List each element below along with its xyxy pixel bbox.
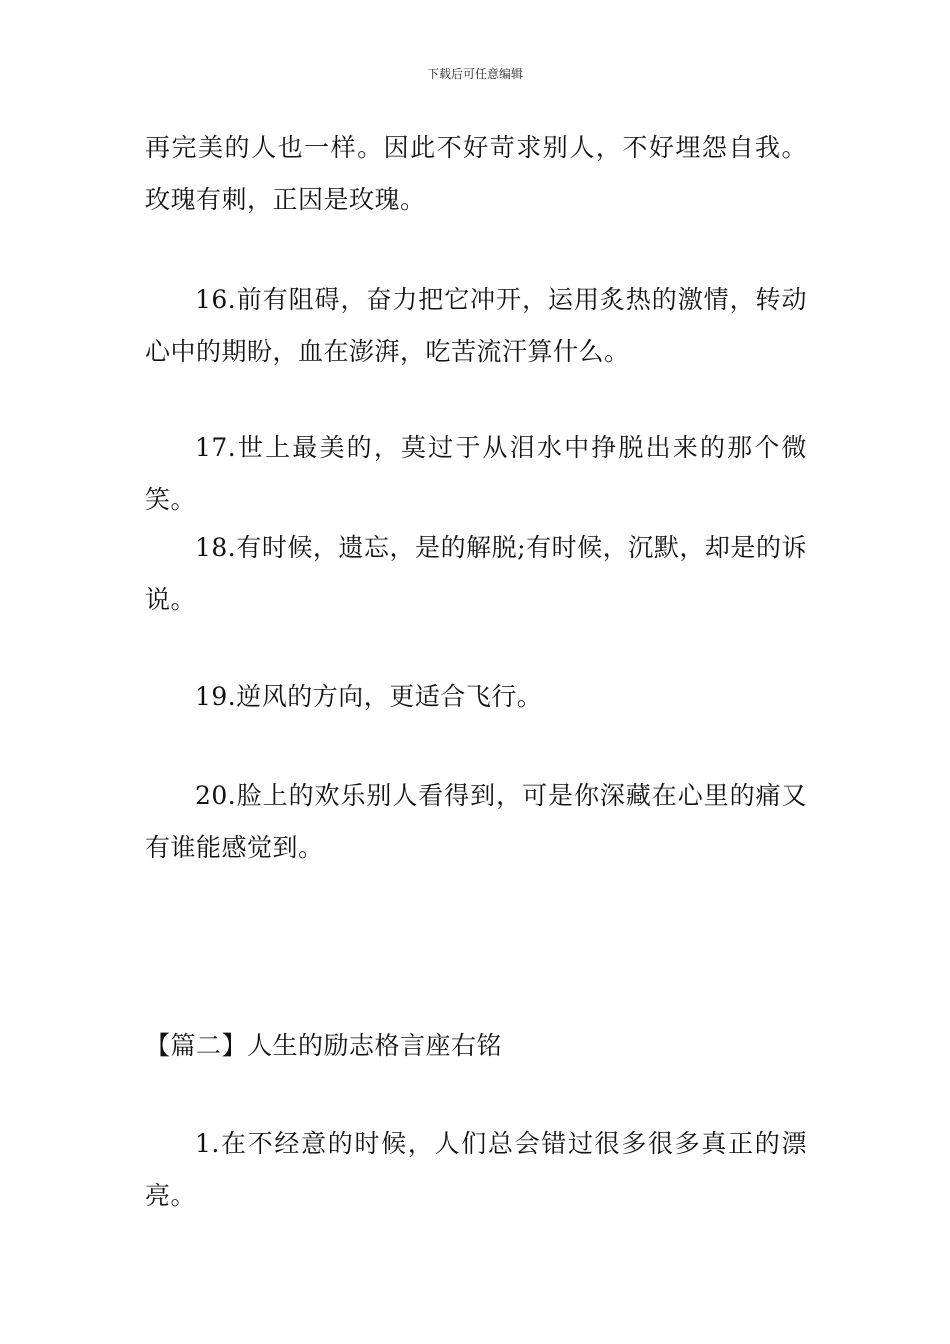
page-header: 下载后可任意编辑: [426, 67, 523, 81]
paragraph-18: 18.有时候，遗忘，是的解脱;有时候，沉默，却是的诉说。: [145, 533, 807, 614]
paragraph-20: 20.脸上的欢乐别人看得到，可是你深藏在心里的痛又有谁能感觉到。: [145, 781, 807, 862]
paragraph-19: 19.逆风的方向，更适合飞行。: [195, 682, 543, 711]
paragraph-17: 17.世上最美的，莫过于从泪水中挣脱出来的那个微笑。: [145, 433, 807, 514]
paragraph-16: 16.前有阻碍，奋力把它冲开，运用炙热的激情，转动心中的期盼，血在澎湃，吃苦流汗算什么。: [145, 285, 807, 366]
section-title: 【篇二】人生的励志格言座右铭: [145, 1031, 503, 1060]
section-item-1: 1.在不经意的时候，人们总会错过很多很多真正的漂亮。: [145, 1129, 807, 1210]
paragraph-rose: 再完美的人也一样。因此不好苛求别人，不好埋怨自我。玫瑰有刺，正因是玫瑰。: [145, 133, 807, 214]
